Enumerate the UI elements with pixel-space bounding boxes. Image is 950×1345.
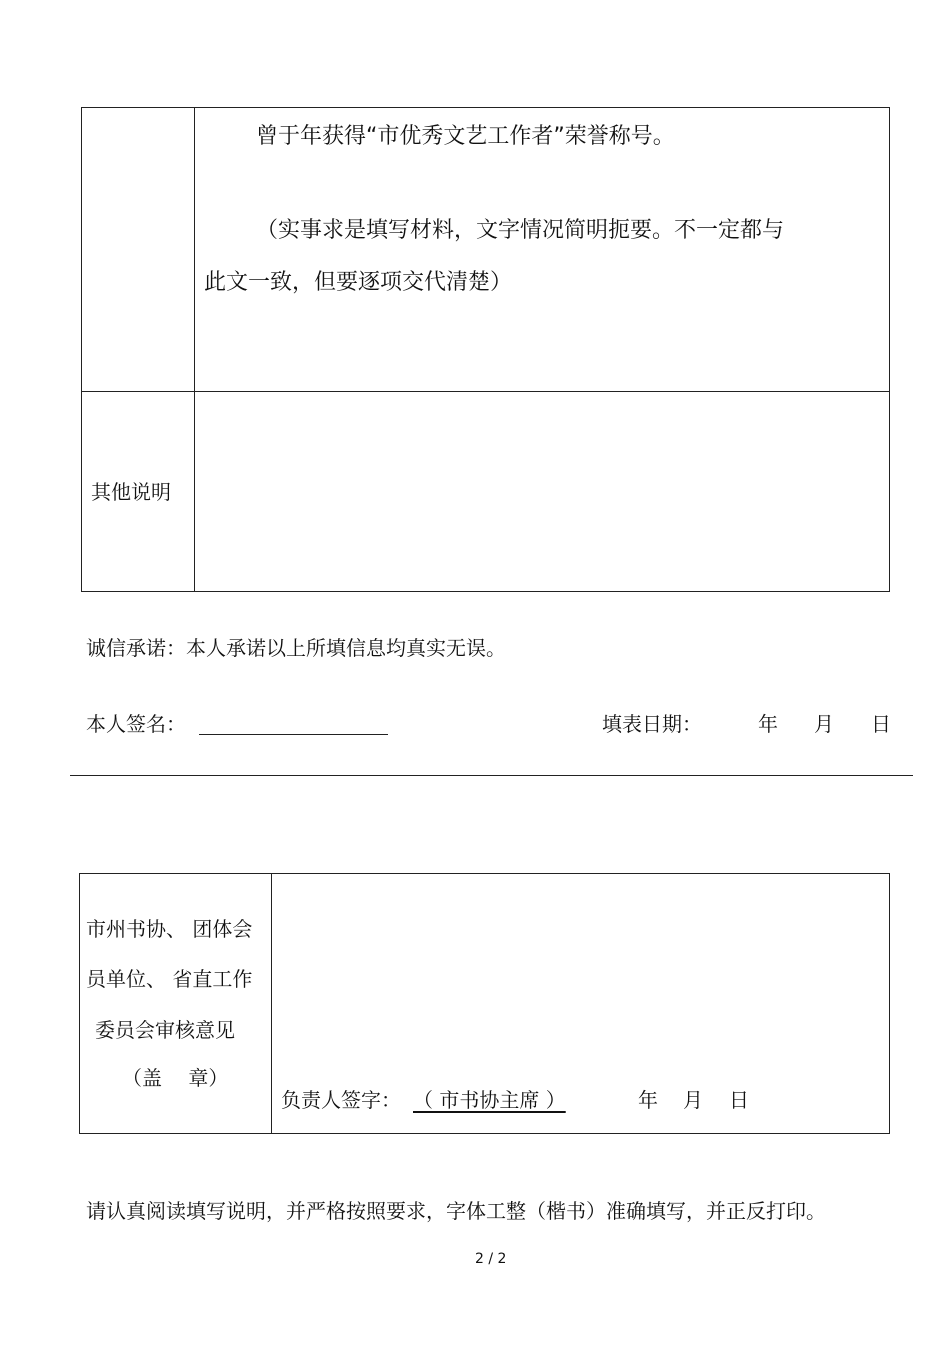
other-remarks-label: 其他说明 — [91, 480, 171, 504]
honor-text: 曾于年获得“市优秀文艺工作者”荣誉称号。 — [256, 124, 675, 149]
fill-note-line-2: 此文一致，但要逐项交代清楚） — [204, 270, 513, 295]
signature-line[interactable] — [199, 734, 388, 735]
review-label-line-4: （盖 章） — [122, 1066, 229, 1090]
page-number: 2 / 2 — [475, 1251, 507, 1267]
review-label-line-1: 市州书协、 团体会 — [86, 917, 253, 941]
table-top-row-divider — [81, 391, 890, 392]
print-instruction: 请认真阅读填写说明，并严格按照要求，字体工整（楷书）准确填写，并正反打印。 — [86, 1199, 826, 1223]
signature-label: 本人签名： — [86, 712, 186, 736]
responsible-signature-label: 负责人签字： — [281, 1088, 401, 1112]
date-day: 日 — [871, 712, 891, 736]
date-year: 年 — [758, 712, 778, 736]
integrity-pledge: 诚信承诺：本人承诺以上所填信息均真实无误。 — [86, 636, 506, 660]
fill-note-line-1: （实事求是填写材料，文字情况简明扼要。不一定都与 — [256, 218, 785, 243]
other-remarks-field[interactable] — [197, 394, 887, 589]
section-divider — [70, 775, 913, 776]
table-top-column-divider — [194, 107, 195, 592]
review-date-day: 日 — [729, 1088, 749, 1112]
review-date-month: 月 — [683, 1088, 703, 1112]
date-month: 月 — [814, 712, 834, 736]
review-label-line-2: 员单位、 省直工作 — [86, 967, 253, 991]
review-label-line-3: 委员会审核意见 — [95, 1018, 235, 1042]
table-review-column-divider — [271, 873, 272, 1134]
fill-date-label: 填表日期： — [602, 712, 702, 736]
review-date-year: 年 — [638, 1088, 658, 1112]
responsible-signature-value[interactable]: （ 市书协主席 ） — [413, 1088, 566, 1112]
